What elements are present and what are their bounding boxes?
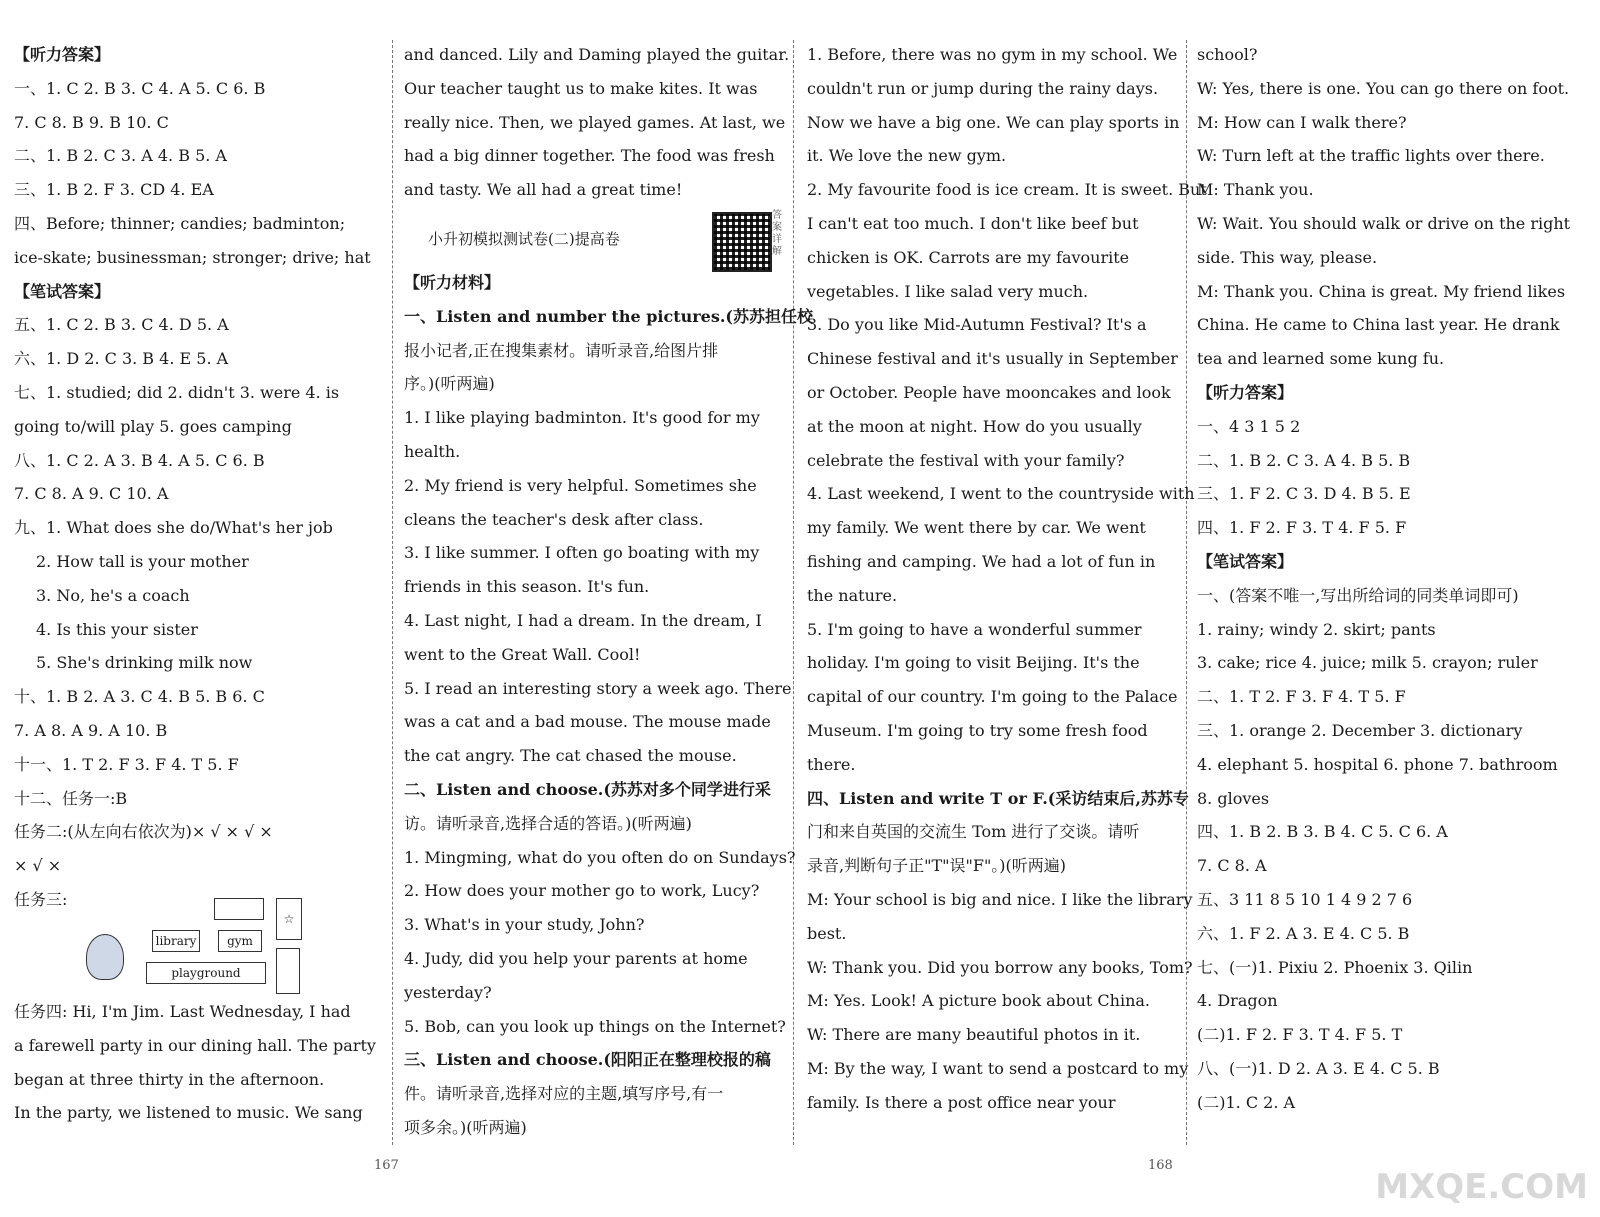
essay-line: began at three thirty in the afternoon. [14,1069,325,1089]
material-line: was a cat and a bad mouse. The mouse made [404,712,771,732]
section-heading: 【听力材料】 [404,273,501,292]
watermark: MXQE.COM [1375,1167,1588,1207]
section-heading: 【听力答案】 [1197,382,1294,402]
material-line: 2. My friend is very helpful. Sometimes she [404,475,757,495]
answer-line: 5. She's drinking milk now [36,653,253,673]
essay-line: and danced. Lily and Daming played the guitar. [404,45,790,64]
dialogue-line: M: By the way, I want to send a postcard to my [807,1058,1189,1078]
page-number-left: 167 [374,1158,399,1173]
dialogue-line: family. Is there a post office near your [807,1092,1116,1112]
section-heading: 【笔试答案】 [1197,551,1294,571]
material-line: Chinese festival and it's usually in September [807,349,1178,369]
essay-line: a farewell party in our dining hall. The party [14,1035,376,1055]
column-4 [1197,38,1587,1120]
dialogue-line: W: Turn left at the traffic lights over there. [1197,146,1545,166]
school-map-diagram [86,898,306,1008]
material-line: 1. I like playing badminton. It's good for my [404,408,760,428]
answer-line: 一、1. C 2. B 3. C 4. A 5. C 6. B [14,78,266,98]
answer-line: 一、(答案不唯一,写出所给词的同类单词即可) [1197,585,1519,605]
essay-line: really nice. Then, we played games. At last, we [404,112,786,132]
dialogue-line: China. He came to China last year. He drank [1197,315,1560,335]
material-line: I can't eat too much. I don't like beef but [807,213,1139,233]
answer-line: ice-skate; businessman; stronger; drive; hat [14,247,371,267]
material-line: 1. Mingming, what do you often do on Sundays? [404,847,796,867]
material-line: the cat angry. The cat chased the mouse. [404,746,737,766]
answer-line: 7. C 8. A 9. C 10. A [14,484,169,504]
section-heading: 【听力答案】 [14,45,111,64]
instruction-line: 报小记者,正在搜集素材。请听录音,给图片排 [404,340,719,360]
dialogue-line: best. [807,923,847,943]
material-line: went to the Great Wall. Cool! [404,644,641,664]
star-building [276,898,302,940]
task-four [14,995,388,1130]
instruction-line: 件。请听录音,选择对应的主题,填写序号,有一 [404,1084,724,1104]
answer-line: 8. gloves [1197,788,1270,808]
instruction-line: 门和来自英国的交流生 Tom 进行了交谈。请听 [807,822,1140,842]
material-line: chicken is OK. Carrots are my favourite [807,247,1130,267]
answer-line: 4. elephant 5. hospital 6. phone 7. bathroom [1197,754,1558,774]
dialogue-line: M: Yes. Look! A picture book about China. [807,991,1150,1011]
material-line: 4. Judy, did you help your parents at home [404,948,748,968]
material-line: 2. My favourite food is ice cream. It is sweet. But [807,180,1207,200]
answer-line: 六、1. F 2. A 3. E 4. C 5. B [1197,923,1410,943]
boy-figure-icon [86,934,124,980]
answer-line: 六、1. D 2. C 3. B 4. E 5. A [14,349,229,369]
material-line: celebrate the festival with your family? [807,450,1125,470]
answer-line: 十一、1. T 2. F 3. F 4. T 5. F [14,754,239,774]
answer-line: 4. Dragon [1197,991,1278,1011]
qr-caption: 答案详解 [772,210,782,257]
material-line: 5. I read an interesting story a week ago. There [404,678,792,698]
page-number-right: 168 [1148,1158,1173,1173]
answer-line: 二、1. B 2. C 3. A 4. B 5. A [14,146,227,166]
dialogue-line: W: Yes, there is one. You can go there on foot. [1197,78,1570,98]
star-icon: ☆ [283,912,295,926]
material-line: yesterday? [404,982,492,1002]
question-heading: 三、Listen and choose.(阳阳正在整理校报的稿 [404,1050,771,1070]
answer-line: 3. No, he's a coach [36,585,190,605]
material-line: Now we have a big one. We can play sports in [807,112,1180,132]
instruction-line: 序。)(听两遍) [404,374,495,394]
dialogue-line: M: Your school is big and nice. I like the library [807,889,1193,909]
material-line: at the moon at night. How do you usually [807,416,1142,436]
gym-box: gym [218,930,262,952]
column-2 [404,38,790,207]
dialogue-line: M: Thank you. China is great. My friend likes [1197,281,1566,301]
essay-line: and tasty. We all had a great time! [404,180,683,200]
material-line: 3. Do you like Mid-Autumn Festival? It's a [807,315,1147,335]
dialogue-line: side. This way, please. [1197,247,1378,267]
material-line: 3. What's in your study, John? [404,915,645,935]
material-line: it. We love the new gym. [807,146,1007,166]
answer-line: 七、1. studied; did 2. didn't 3. were 4. is [14,382,340,402]
answer-line: 三、1. F 2. C 3. D 4. B 5. E [1197,484,1411,504]
answer-line: going to/will play 5. goes camping [14,416,292,436]
answer-line: 五、1. C 2. B 3. C 4. D 5. A [14,315,229,335]
material-line: 2. How does your mother go to work, Lucy? [404,881,760,901]
material-line: vegetables. I like salad very much. [807,281,1089,301]
column-divider [793,40,794,1145]
material-line: 5. Bob, can you look up things on the Internet? [404,1016,786,1036]
answer-line: 四、1. B 2. B 3. B 4. C 5. C 6. A [1197,822,1448,842]
answer-line: 十、1. B 2. A 3. C 4. B 5. B 6. C [14,687,265,707]
column-1 [14,38,388,917]
dialogue-line: school? [1197,45,1258,64]
answer-line: × √ × [14,856,62,876]
answer-line: 五、3 11 8 5 10 1 4 9 2 7 6 [1197,889,1413,909]
instruction-line: 录音,判断句子正"T"误"F"。)(听两遍) [807,856,1067,876]
dialogue-line: W: Wait. You should walk or drive on the right [1197,213,1571,233]
answer-line: 7. A 8. A 9. A 10. B [14,720,168,740]
material-line: friends in this season. It's fun. [404,577,650,597]
material-line: holiday. I'm going to visit Beijing. It's the [807,653,1140,673]
instruction-line: 访。请听录音,选择合适的答语。)(听两遍) [404,813,692,833]
material-line: Museum. I'm going to try some fresh food [807,720,1148,740]
map-building [276,948,300,994]
material-line: health. [404,441,461,461]
answer-line: (二)1. C 2. A [1197,1092,1296,1112]
question-heading: 一、Listen and number the pictures.(苏苏担任校 [404,306,813,326]
essay-line: In the party, we listened to music. We sang [14,1103,363,1123]
answer-line: 任务三: [14,889,68,909]
answer-line: 八、(一)1. D 2. A 3. E 4. C 5. B [1197,1058,1440,1078]
question-heading: 二、Listen and choose.(苏苏对多个同学进行采 [404,779,771,799]
answer-line: 四、1. F 2. F 3. T 4. F 5. F [1197,518,1407,538]
answer-line: 3. cake; rice 4. juice; milk 5. crayon; ruler [1197,653,1538,673]
material-line: cleans the teacher's desk after class. [404,509,704,529]
answer-line: 三、1. orange 2. December 3. dictionary [1197,720,1523,740]
material-line: there. [807,754,856,774]
map-building [214,898,264,920]
answer-line: 四、Before; thinner; candies; badminton; [14,213,346,233]
library-box: library [152,930,200,952]
section-heading: 【笔试答案】 [14,281,111,301]
answer-line: 1. rainy; windy 2. skirt; pants [1197,619,1436,639]
column-3 [807,38,1207,1120]
dialogue-line: M: How can I walk there? [1197,112,1407,132]
material-line: the nature. [807,585,898,605]
answer-line: (二)1. F 2. F 3. T 4. F 5. T [1197,1025,1403,1045]
essay-line: 任务四: Hi, I'm Jim. Last Wednesday, I had [14,1002,351,1021]
answer-line: 4. Is this your sister [36,619,198,639]
answer-line: 任务二:(从左向右依次为)× √ × √ × [14,822,273,842]
answer-line: 七、(一)1. Pixiu 2. Phoenix 3. Qilin [1197,957,1473,977]
listening-material [404,266,813,1145]
answer-line: 十二、任务一:B [14,788,128,808]
material-line: capital of our country. I'm going to the Palace [807,687,1178,707]
question-heading: 四、Listen and write T or F.(采访结束后,苏苏专 [807,788,1189,808]
column-divider [392,40,393,1145]
material-line: 4. Last night, I had a dream. In the dream, I [404,610,762,630]
answer-line: 7. C 8. A [1197,856,1267,876]
answer-line: 二、1. B 2. C 3. A 4. B 5. B [1197,450,1411,470]
answer-line: 八、1. C 2. A 3. B 4. A 5. C 6. B [14,450,265,470]
material-line: fishing and camping. We had a lot of fun in [807,551,1156,571]
dialogue-line: tea and learned some kung fu. [1197,349,1445,369]
essay-line: had a big dinner together. The food was fresh [404,146,775,166]
material-line: couldn't run or jump during the rainy days. [807,78,1159,98]
material-line: or October. People have mooncakes and look [807,382,1171,402]
qr-code-icon [712,212,772,272]
answer-line: 2. How tall is your mother [36,551,249,571]
answer-line: 二、1. T 2. F 3. F 4. T 5. F [1197,687,1406,707]
answer-line: 三、1. B 2. F 3. CD 4. EA [14,180,214,200]
answer-line: 一、4 3 1 5 2 [1197,416,1301,436]
dialogue-line: W: Thank you. Did you borrow any books, Tom? [807,957,1193,977]
dialogue-line: M: Thank you. [1197,180,1314,200]
exam-title: 小升初模拟测试卷(二)提高卷 [428,230,620,248]
material-line: 5. I'm going to have a wonderful summer [807,619,1142,639]
material-line: 1. Before, there was no gym in my school. We [807,45,1178,64]
answer-line: 九、1. What does she do/What's her job [14,518,333,538]
instruction-line: 项多余。)(听两遍) [404,1117,527,1137]
dialogue-line: W: There are many beautiful photos in it. [807,1025,1141,1045]
playground-box: playground [146,962,266,984]
column-divider [1186,40,1187,1145]
material-line: 3. I like summer. I often go boating with my [404,543,760,563]
material-line: 4. Last weekend, I went to the countryside with [807,484,1195,504]
answer-line: 7. C 8. B 9. B 10. C [14,112,169,132]
material-line: my family. We went there by car. We went [807,518,1146,538]
essay-line: Our teacher taught us to make kites. It was [404,78,758,98]
